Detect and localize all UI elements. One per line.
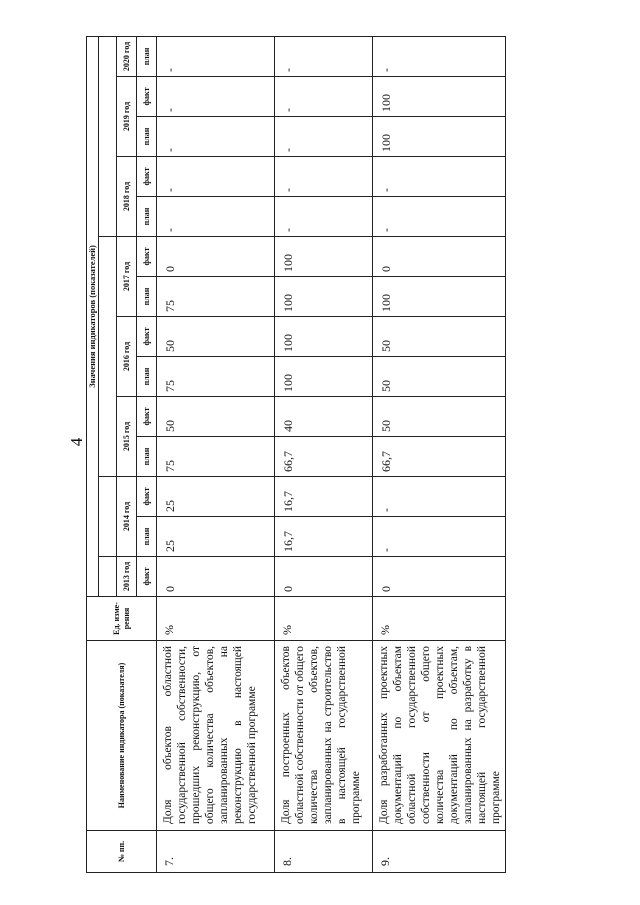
- value-cell: -: [275, 77, 373, 117]
- header-fact: факт: [137, 157, 157, 197]
- indicator-table-wrapper: [86, 37, 502, 873]
- header-fact: факт: [137, 317, 157, 357]
- value-cell: -: [157, 36, 275, 76]
- unit-cell: %: [373, 597, 506, 641]
- value-cell: 100: [275, 357, 373, 397]
- row-num: 9.: [373, 831, 506, 873]
- header-plan: план: [137, 36, 157, 76]
- header-unit: Ед. изме-рения: [87, 597, 157, 641]
- value-cell: 100: [373, 77, 506, 117]
- header-year-2018: 2018 год: [117, 157, 137, 237]
- header-fact: факт: [137, 397, 157, 437]
- value-cell: 25: [157, 477, 275, 517]
- value-cell: -: [373, 517, 506, 557]
- value-cell: -: [275, 197, 373, 237]
- row-num: 7.: [157, 831, 275, 873]
- header-gap-2015-2017: [99, 237, 117, 477]
- value-cell: 40: [275, 397, 373, 437]
- value-cell: 100: [275, 237, 373, 277]
- value-cell: 50: [157, 397, 275, 437]
- header-plan: план: [137, 197, 157, 237]
- header-year-2019: 2019 год: [117, 77, 137, 157]
- value-cell: 100: [373, 117, 506, 157]
- value-cell: 100: [275, 277, 373, 317]
- header-name: Наименование индикатора (показателя): [87, 641, 157, 831]
- value-cell: -: [157, 117, 275, 157]
- header-plan: план: [137, 517, 157, 557]
- value-cell: -: [373, 477, 506, 517]
- header-year-2020: 2020 год: [117, 36, 137, 76]
- unit-cell: %: [275, 597, 373, 641]
- indicator-name: Доля построенных объектов областной собственности от общего количества объектов, запланированных на строительство в настоящей государственной программе: [275, 641, 373, 831]
- value-cell: 16,7: [275, 517, 373, 557]
- value-cell: -: [157, 77, 275, 117]
- value-cell: 50: [373, 397, 506, 437]
- header-values-group: Значения индикаторов (показателей): [87, 36, 99, 596]
- header-plan: план: [137, 437, 157, 477]
- value-cell: -: [373, 36, 506, 76]
- header-fact: факт: [137, 237, 157, 277]
- header-plan: план: [137, 117, 157, 157]
- header-num: № пп.: [87, 831, 157, 873]
- value-cell: 66,7: [373, 437, 506, 477]
- value-cell: -: [157, 197, 275, 237]
- header-year-2015: 2015 год: [117, 397, 137, 477]
- header-year-2016: 2016 год: [117, 317, 137, 397]
- table-row: [373, 36, 506, 872]
- value-cell: 50: [373, 357, 506, 397]
- value-cell: 0: [275, 557, 373, 597]
- value-cell: 100: [373, 277, 506, 317]
- value-cell: 75: [157, 277, 275, 317]
- value-cell: 66,7: [275, 437, 373, 477]
- table-row: [157, 36, 275, 872]
- value-cell: -: [275, 36, 373, 76]
- header-fact: факт: [137, 477, 157, 517]
- value-cell: -: [157, 157, 275, 197]
- unit-cell: %: [157, 597, 275, 641]
- header-year-2017: 2017 год: [117, 237, 137, 317]
- header-plan: план: [137, 357, 157, 397]
- header-gap: [99, 557, 117, 597]
- value-cell: 0: [373, 557, 506, 597]
- value-cell: 0: [157, 557, 275, 597]
- indicator-name: Доля объектов областной государственной собственности, прошедших реконструкцию, от общего количества объектов, запланированных на реконструкцию в настоящей государственной программе: [157, 641, 275, 831]
- value-cell: 0: [157, 237, 275, 277]
- header-plan: план: [137, 277, 157, 317]
- value-cell: -: [275, 157, 373, 197]
- value-cell: 100: [275, 317, 373, 357]
- page-number: 4: [67, 437, 86, 447]
- value-cell: -: [373, 197, 506, 237]
- value-cell: 16,7: [275, 477, 373, 517]
- value-cell: 75: [157, 357, 275, 397]
- value-cell: 50: [157, 317, 275, 357]
- header-year-2014: 2014 год: [117, 477, 137, 557]
- header-year-2013: 2013 год: [117, 557, 137, 597]
- header-gap-2018-2020: [99, 36, 117, 236]
- row-num: 8.: [275, 831, 373, 873]
- indicator-table: [86, 36, 506, 873]
- value-cell: 75: [157, 437, 275, 477]
- header-fact: факт: [137, 77, 157, 117]
- value-cell: 50: [373, 317, 506, 357]
- value-cell: -: [275, 117, 373, 157]
- value-cell: -: [373, 157, 506, 197]
- header-fact: факт: [137, 557, 157, 597]
- indicator-name: Доля разработанных проектных документаций по объектам областной государственной собственности от общего количества проектных документаций по объектам, запланированных на разработку в настоящей государственной программе: [373, 641, 506, 831]
- value-cell: 0: [373, 237, 506, 277]
- value-cell: 25: [157, 517, 275, 557]
- header-gap-2014: [99, 477, 117, 557]
- table-row: [275, 36, 373, 872]
